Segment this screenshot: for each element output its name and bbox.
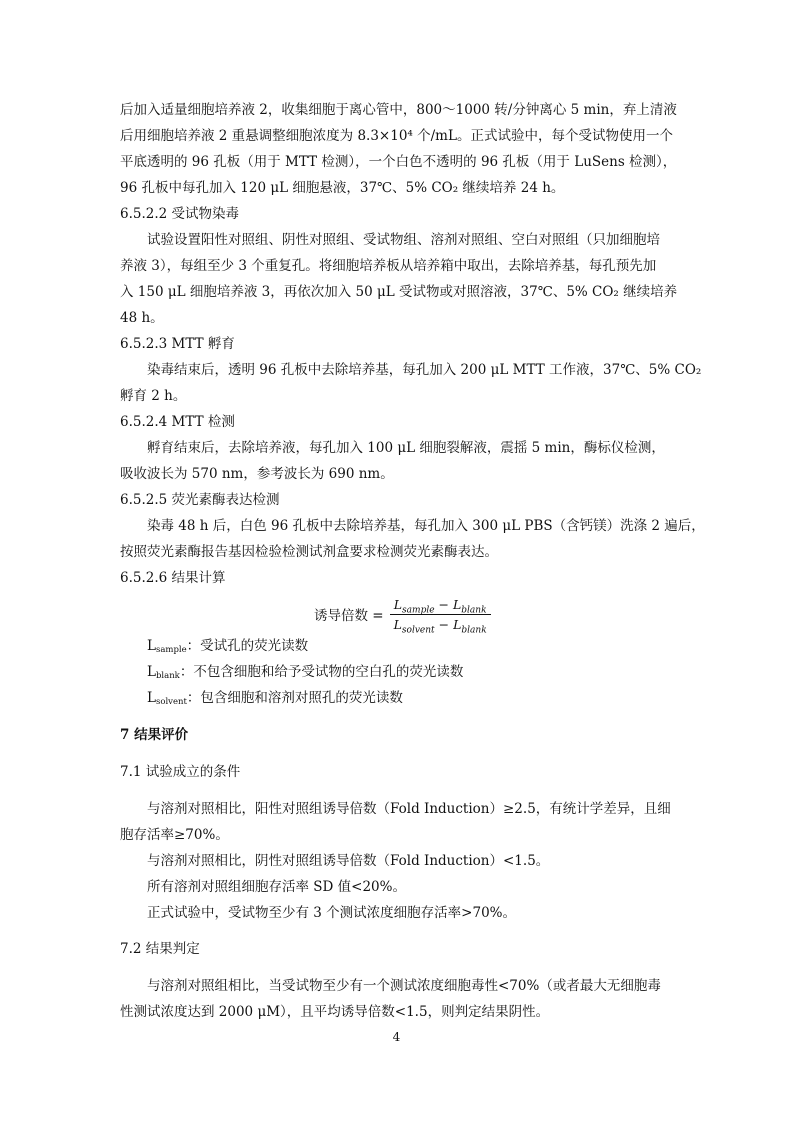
paragraph-line: 吸收波长为 570 nm，参考波长为 690 nm。 xyxy=(120,466,394,482)
paragraph-line: 与溶剂对照组相比，当受试物至少有一个测试浓度细胞毒性<70%（或者最大无细胞毒 xyxy=(147,978,661,994)
paragraph-line: 养液 3），每组至少 3 个重复孔。将细胞培养板从培养箱中取出，去除培养基，每孔预先加 xyxy=(120,258,657,274)
variable-definition-solvent: Lsolvent：包含细胞和溶剂对照孔的荧光读数 xyxy=(147,690,403,707)
paragraph-line: 孵育 2 h。 xyxy=(120,388,187,404)
variable-definition-sample: Lsample：受试孔的荧光读数 xyxy=(147,638,309,655)
paragraph-line: 入 150 μL 细胞培养液 3，再依次加入 50 μL 受试物或对照溶液，37℃、5% CO₂ 继续培养 xyxy=(120,284,678,300)
paragraph-line: 孵育结束后，去除培养液，每孔加入 100 μL 细胞裂解液，震摇 5 min，酶标仪检测， xyxy=(147,440,665,456)
variable-definition-blank: Lblank：不包含细胞和给予受试物的空白孔的荧光读数 xyxy=(147,664,464,681)
paragraph-line: 后用细胞培养液 2 重悬调整细胞浓度为 8.3×10⁴ 个/mL。正式试验中，每个受试物使用一个 xyxy=(120,128,673,144)
paragraph-line: 96 孔板中每孔加入 120 μL 细胞悬液，37℃、5% CO₂ 继续培养 24 h。 xyxy=(120,180,565,196)
section-7-title: 7 结果评价 xyxy=(120,727,189,743)
induction-formula xyxy=(314,596,491,635)
paragraph-line: 胞存活率≥70%。 xyxy=(120,827,229,843)
heading-6-5-2-6: 6.5.2.6 结果计算 xyxy=(120,570,226,586)
paragraph-line: 平底透明的 96 孔板（用于 MTT 检测），一个白色不透明的 96 孔板（用于 LuSens 检测）， xyxy=(120,154,677,170)
paragraph-line: 按照荧光素酶报告基因检验检测试剂盒要求检测荧光素酶表达。 xyxy=(120,544,498,560)
formula-numerator: $L_{sample} - L_{blank}$ xyxy=(390,597,491,615)
heading-7-1: 7.1 试验成立的条件 xyxy=(120,764,241,780)
heading-6-5-2-2: 6.5.2.2 受试物染毒 xyxy=(120,206,240,222)
paragraph-line: 与溶剂对照相比，阳性对照组诱导倍数（Fold Induction）≥2.5，有统计学差异，且细 xyxy=(147,801,671,817)
paragraph-line: 性测试浓度达到 2000 μM），且平均诱导倍数<1.5，则判定结果阴性。 xyxy=(120,1004,550,1020)
paragraph-line: 后加入适量细胞培养液 2，收集细胞于离心管中，800～1000 转/分钟离心 5 min，弃上清液 xyxy=(120,102,677,118)
formula-denominator: $L_{solvent} - L_{blank}$ xyxy=(393,616,487,635)
paragraph-line: 所有溶剂对照组细胞存活率 SD 值<20%。 xyxy=(147,879,406,895)
paragraph-line: 与溶剂对照相比，阴性对照组诱导倍数（Fold Induction）<1.5。 xyxy=(147,853,550,869)
heading-6-5-2-5: 6.5.2.5 荧光素酶表达检测 xyxy=(120,492,280,508)
paragraph-line: 48 h。 xyxy=(120,310,164,326)
heading-7-2: 7.2 结果判定 xyxy=(120,941,200,957)
paragraph-line: 染毒 48 h 后，白色 96 孔板中去除培养基，每孔加入 300 μL PBS（含钙镁）洗涤 2 遍后， xyxy=(147,518,705,534)
formula-label: 诱导倍数 = xyxy=(314,608,384,624)
formula-fraction xyxy=(390,596,491,635)
paragraph-line: 正式试验中，受试物至少有 3 个测试浓度细胞存活率>70%。 xyxy=(147,905,516,921)
heading-6-5-2-4: 6.5.2.4 MTT 检测 xyxy=(120,414,235,430)
paragraph-line: 染毒结束后，透明 96 孔板中去除培养基，每孔加入 200 μL MTT 工作液，37℃、5% CO₂ xyxy=(147,362,702,378)
page-number: 4 xyxy=(392,1030,401,1044)
paragraph-line: 试验设置阳性对照组、阴性对照组、受试物组、溶剂对照组、空白对照组（只加细胞培 xyxy=(147,232,660,248)
heading-6-5-2-3: 6.5.2.3 MTT 孵育 xyxy=(120,336,235,352)
